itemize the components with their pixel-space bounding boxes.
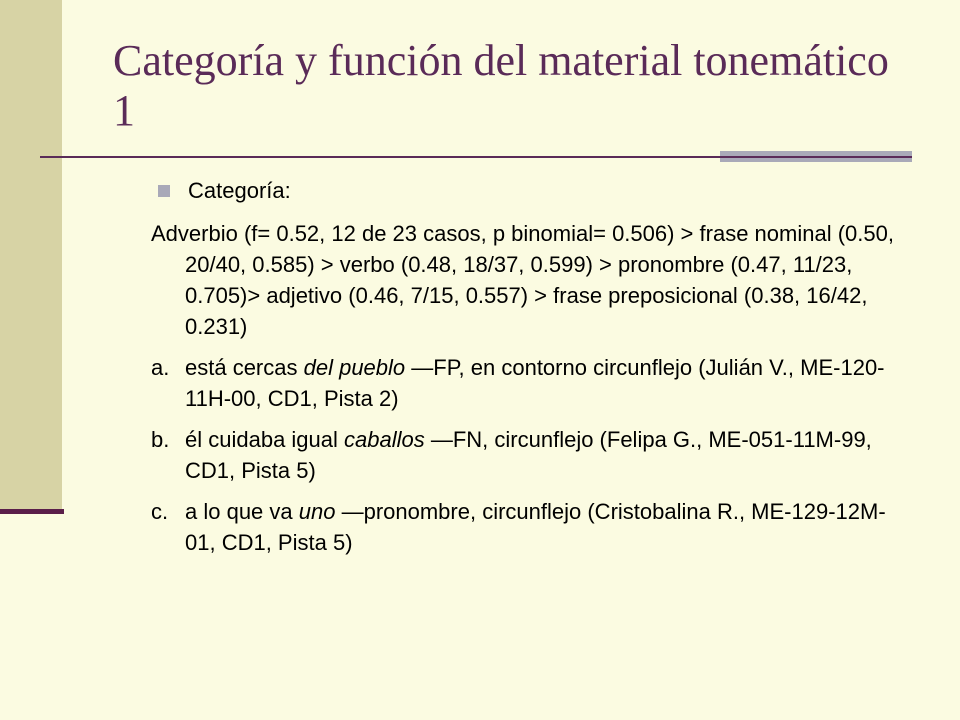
example-text: él cuidaba igual: [185, 427, 345, 452]
side-decoration-cap: [0, 509, 64, 514]
example-label: b.: [151, 427, 170, 452]
square-bullet-icon: [158, 185, 170, 197]
bullet-text: Categoría:: [188, 178, 291, 203]
example-c: [151, 496, 911, 558]
example-text: —FN, circunflejo (Felipa G., ME-051-11M-99, CD1, Pista 5): [185, 427, 872, 483]
title-divider: [40, 156, 720, 158]
bullet-item: [158, 175, 911, 206]
example-text: —FP, en contorno circunflejo (Julián V., ME-120-11H-00, CD1, Pista 2): [185, 355, 885, 411]
title-divider-accent: [720, 151, 912, 162]
example-italic: uno: [298, 499, 336, 524]
example-text: está cercas: [185, 355, 304, 380]
example-label: c.: [151, 499, 169, 524]
category-paragraph: Adverbio (f= 0.52, 12 de 23 casos, p binomial= 0.506) > frase nominal (0.50, 20/40, 0.585) > verbo (0.48, 18/37, 0.599) > pronombre (0.47, 11/23, 0.705)> adjetivo (0.46, 7/15, 0.557) > frase preposicional (0.38, 16/42, 0.231): [151, 221, 894, 339]
slide-body: [151, 175, 911, 568]
example-label: a.: [151, 355, 170, 380]
example-a: [151, 352, 911, 414]
example-b: [151, 424, 911, 486]
example-text: —pronombre, circunflejo (Cristobalina R., ME-129-12M-01, CD1, Pista 5): [185, 499, 886, 555]
example-text: a lo que va: [185, 499, 299, 524]
slide-title: Categoría y función del material tonemático 1: [113, 36, 889, 135]
example-italic: caballos: [344, 427, 425, 452]
side-decoration-bar: [0, 0, 62, 512]
example-italic: del pueblo: [303, 355, 406, 380]
